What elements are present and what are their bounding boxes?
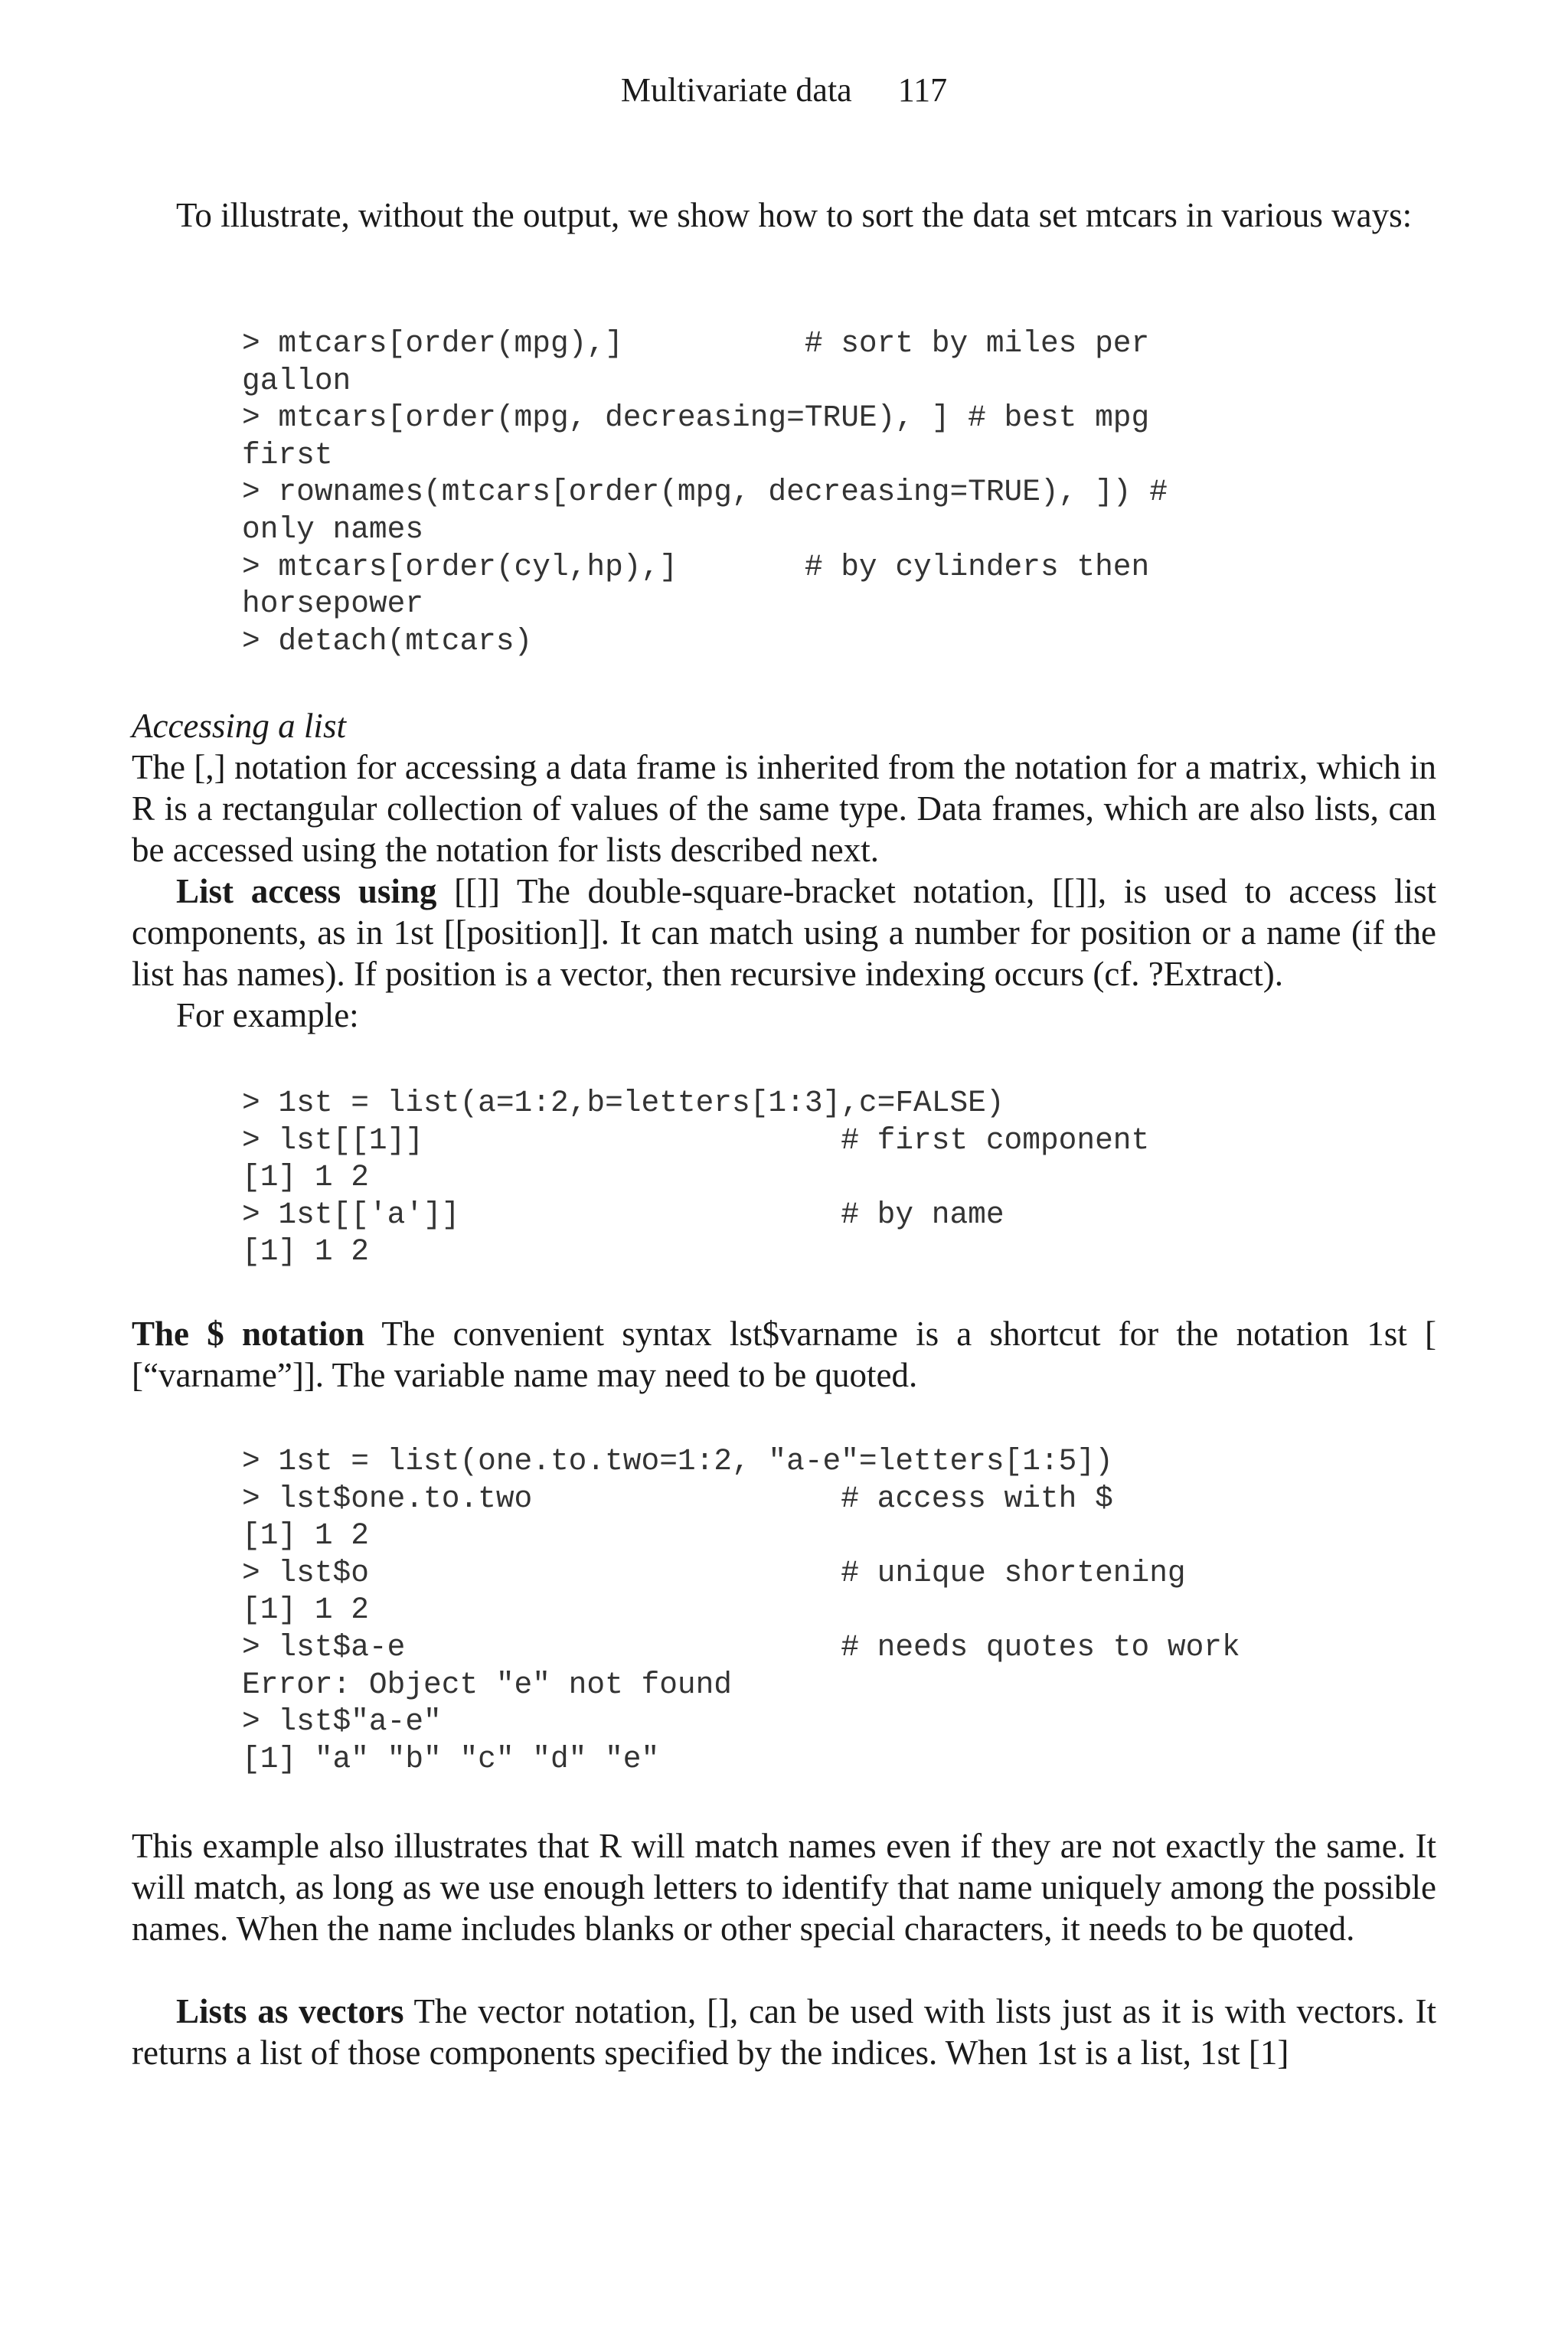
intro-paragraph: To illustrate, without the output, we show how to sort the data set mtcars in various ways: xyxy=(176,196,1413,234)
code-block-sort-mtcars: > mtcars[order(mpg),] # sort by miles per gallon > mtcars[order(mpg, decreasing=TRUE), ] # best mpg first > rownames(mtcars[order(mpg, decreasing=TRUE), ]) # only names > mtcars[order(cyl,hp),] # by cylinders then horsepower > detach(mtcars) xyxy=(242,326,1168,658)
dollar-notation-paragraph xyxy=(132,1313,1436,1396)
list-access-heading: List access using xyxy=(176,872,437,910)
section-heading-accessing-a-list: Accessing a list xyxy=(132,707,346,745)
code-block-list-access: > 1st = list(a=1:2,b=letters[1:3],c=FALSE) > lst[[1]] # first component [1] 1 2 > 1st[['a']] # by name [1] 1 2 xyxy=(242,1086,1150,1269)
lists-as-vectors-text: The vector notation, [], can be used with lists just as it is with vectors. It returns a list of those components specified by the indices. When 1st is a list, 1st [1] xyxy=(132,1992,1436,2072)
code-block-dollar-notation: > 1st = list(one.to.two=1:2, "a-e"=letters[1:5]) > lst$one.to.two # access with $ [1] 1 2 > lst$o # unique shortening [1] 1 2 > lst$a-e # needs quotes to work Error: Object "e" not found > lst$"a-e" [1] "a" "b" "c" "d" "e" xyxy=(242,1444,1240,1776)
lists-as-vectors-heading: Lists as vectors xyxy=(176,1992,404,2030)
list-access-text: [[]] The double-square-bracket notation, [[]], is used to access list components, as in 1st [[position]]. It can match using a number for position or a name (if the list has names). If position is a vector, then recursive indexing occurs (cf. ?Extract). xyxy=(132,872,1437,993)
list-notation-paragraph: The [,] notation for accessing a data frame is inherited from the notation for a matrix, which in R is a rectangular collection of values of the same type. Data frames, which are also lists, can be accessed using the notation for lists described next. xyxy=(132,748,1436,869)
page-number: 117 xyxy=(897,71,948,109)
matching-names-paragraph: This example also illustrates that R will match names even if they are not exactly the same. It will match, as long as we use enough letters to identify that name uniquely among the possible names. When the name includes blanks or other special characters, it needs to be quoted. xyxy=(132,1827,1436,1948)
header-title: Multivariate data xyxy=(620,71,852,109)
lists-as-vectors-paragraph xyxy=(132,1991,1436,2073)
dollar-notation-heading: The $ notation xyxy=(132,1315,364,1353)
running-header xyxy=(0,70,1568,111)
for-example-line: For example: xyxy=(176,996,359,1034)
dollar-notation-text: The convenient syntax lst$varname is a shortcut for the notation 1st [ [“varname”]]. The variable name may need to be quoted. xyxy=(132,1315,1436,1394)
list-access-paragraph xyxy=(132,871,1436,995)
